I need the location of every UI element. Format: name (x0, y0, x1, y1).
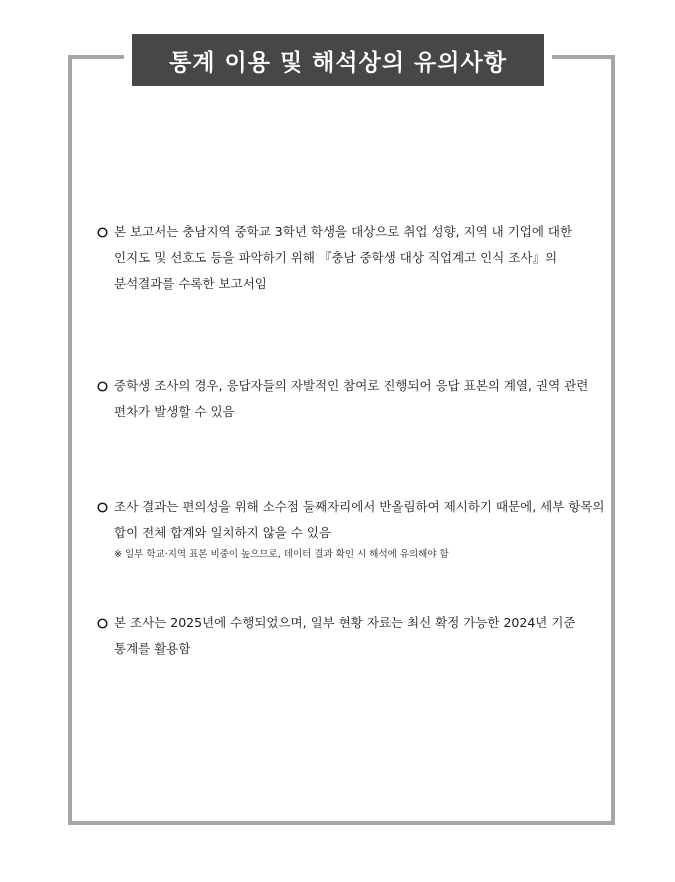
circle-bullet-icon (97, 610, 114, 636)
notice-item (97, 219, 607, 297)
notice-item (97, 373, 607, 425)
notice-text: 중학생 조사의 경우, 응답자들의 자발적인 참여로 진행되어 응답 표본의 계열, 권역 관련 편차가 발생할 수 있음 (114, 378, 589, 419)
circle-bullet-icon (97, 494, 114, 520)
notice-item (97, 494, 607, 564)
footnote: ※ 일부 학교·지역 표본 비중이 높으므로, 데이터 결과 확인 시 해석에 유의해야 함 (114, 549, 449, 560)
page-title: 통계 이용 및 해석상의 유의사항 (169, 49, 507, 76)
circle-bullet-icon (97, 219, 114, 245)
notice-text: 본 조사는 2025년에 수행되었으며, 일부 현황 자료는 최신 확정 가능한 2024년 기준 통계를 활용함 (114, 615, 576, 656)
notice-frame (68, 55, 615, 825)
notice-item (97, 610, 607, 662)
circle-bullet-icon (97, 373, 114, 399)
notice-text: 조사 결과는 편의성을 위해 소수점 둘째자리에서 반올림하여 제시하기 때문에, 세부 항목의 합이 전체 합계와 일치하지 않을 수 있음 (114, 499, 605, 540)
notice-text: 본 보고서는 충남지역 중학교 3학년 학생을 대상으로 취업 성향, 지역 내 기업에 대한 인지도 및 선호도 등을 파악하기 위해 『충남 중학생 대상 직업계고 인식 조사』의 분석결과를 수록한 보고서임 (114, 224, 573, 291)
title-banner (132, 34, 544, 86)
